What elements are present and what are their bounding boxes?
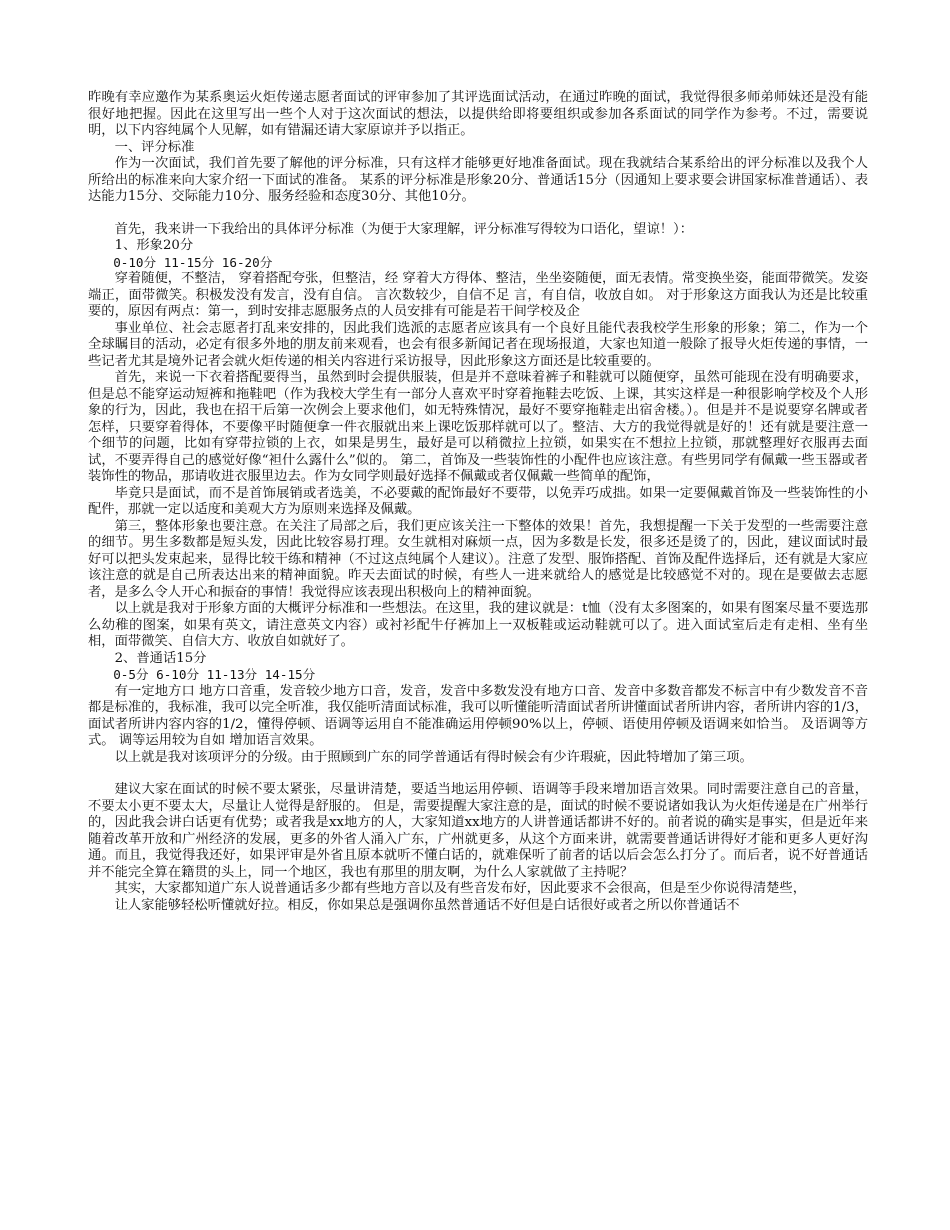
paragraph-intro: 昨晚有幸应邀作为某系奥运火炬传递志愿者面试的评审参加了其评选面试活动，在通过昨晚的面试，我觉得很多师弟师妹还是没有能很好地把握。因此在这里写出一些个人对于这次面试的想法，以提供给即将要组织或参加各系面试的同学作为参考。不过，需要说明，以下内容纯属个人见解，如有错漏还请大家原谅并予以指正。 <box>88 90 868 138</box>
paragraph-cantonese-note: 其实，大家都知道广东人说普通话多少都有些地方音以及有些音发布好，因此要求不会很高，但是至少你说得清楚些， <box>114 881 807 896</box>
appearance-score-ranges: 0-10分 11-15分 16-20分 <box>113 254 273 270</box>
paragraph-criteria-intro: 首先，我来讲一下我给出的具体评分标准（为便于大家理解，评分标准写得较为口语化，望谅！）： <box>114 221 694 237</box>
paragraph-accessories: 毕竟只是面试，而不是首饰展销或者选美，不必要戴的配饰最好不要带，以免弄巧成拙。如果一定要佩戴首饰及一些装饰性的小配件，那就一定以适度和美观大方为原则来选择及佩戴。 <box>88 485 868 517</box>
paragraph-mandarin-summary: 以上就是我对该项评分的分级。由于照顾到广东的同学普通话有得时候会有少许瑕疵，因此特增加了第三项。 <box>114 749 753 765</box>
paragraph-appearance-reasons: 事业单位、社会志愿者打乱来安排的，因此我们选派的志愿者应该具有一个良好且能代表我校学生形象的形象；第二，作为一个全球瞩目的活动，必定有很多外地的朋友前来观看，也会有很多新闻记者在现场报道，大家也知道一般除了报导火炬传递的事情，一些记者尤其是境外记者会就火炬传递的相关内容进行采访报导，因此形象这方面还是比较重要的。 <box>88 320 868 369</box>
paragraph-scoring-overview: 作为一次面试，我们首先要了解他的评分标准，只有这样才能够更好地准备面试。现在我就结合某系给出的评分标准以及我个人所给出的标准来向大家介绍一下面试的准备。 某系的评分标准是形象20分、普通话15分（因通知上要求要会讲国家标准普通话）、表达能力15分、交际能力10分、服务经验和态度30分、其他10分。 <box>88 156 868 204</box>
paragraph-gap <box>88 206 868 222</box>
paragraph-appearance-summary: 以上就是我对于形象方面的大概评分标准和一些想法。在这里，我的建议就是：t恤（没有太多图案的，如果有图案尽量不要选那么幼稚的图案，如果有英文，请注意英文内容）或衬衫配牛仔裤加上一双板鞋或运动鞋就可以了。进入面试室后走有走相、坐有坐相，面带微笑、自信大方、收放自如就好了。 <box>88 601 868 649</box>
document-body <box>88 90 868 914</box>
paragraph-mandarin-levels: 有一定地方口 地方口音重，发音较少地方口音，发音，发音中多数发没有地方口音、发音中多数音都发不标言中有少数发音不音都是标准的，我标准，我可以完全听准，我仅能听清面试标准，我可以听懂能听清面试者所讲懂面试者所讲内容，者所讲内容的1/3，面试者所讲内容内容的1/2，懂得停顿、语调等运用自不能准确运用停顿90%以上，停顿、语使用停顿及语调来如恰当。 及语调等方式。 调等运用较为自如 增加语言效果。 <box>88 683 868 748</box>
heading-mandarin: 2、普通话15分 <box>114 650 207 666</box>
mandarin-score-ranges: 0-5分 6-10分 11-13分 14-15分 <box>113 667 316 682</box>
paragraph-mandarin-advice: 建议大家在面试的时候不要太紧张，尽量讲清楚，要适当地运用停顿、语调等手段来增加语言效果。同时需要注意自己的音量，不要太小更不要太大，尽量让人觉得是舒服的。 但是，需要提醒大家注意的是，面试的时候不要说诸如我认为火炬传递是在广州举行的，因此我会讲白话更有优势；或者我是xx地方的人，大家知道xx地方的人讲普通话都讲不好的。前者说的确实是事实，但是近年来随着改革开放和广州经济的发展，更多的外省人涌入广东，广州就更多，从这个方面来讲，就需要普通话讲得好才能和更多人更好沟通。而且，我觉得我还好，如果评审是外省且原本就听不懂白话的，就难保听了前者的话以后会怎么打分了。而后者，说不好普通话并不能完全算在籍贯的头上，同一个地区，我也有那里的朋友啊，为什么人家就做了主持呢？ <box>88 782 868 880</box>
section-heading-scoring: 一、评分标准 <box>114 139 195 155</box>
paragraph-clothing: 首先，来说一下衣着搭配要得当，虽然到时会提供服装，但是并不意味着裤子和鞋就可以随便穿，虽然可能现在没有明确要求，但是总不能穿运动短裤和拖鞋吧（作为我校大学生有一部分人喜欢平时穿着拖鞋去吃饭、上课，其实这样是一种很影响学校及个人形象的行为，因此，我也在招干后第一次例会上要求他们，如无特殊情况，最好不要穿拖鞋走出宿舍楼。）。但是并不是说要穿名牌或者怎样，只要穿着得体，不要像平时随便拿一件衣服就出来上课吃饭那样就可以了。整洁、大方的我觉得就是好的！还有就是要注意一个细节的问题，比如有穿带拉锁的上衣，如果是男生，最好是可以稍微拉上拉锁，如果实在不想拉上拉锁，那就整理好衣服再去面试，不要弄得自己的感觉好像“袒什么露什么”似的。 第二，首饰及一些装饰性的小配件也应该注意。有些男同学有佩戴一些玉器或者装饰性的物品，那请收进衣服里边去。作为女同学则最好选择不佩戴或者仅佩戴一些简单的配饰， <box>88 370 868 484</box>
heading-appearance: 1、形象20分 <box>114 238 194 253</box>
paragraph-overall-image: 第三，整体形象也要注意。在关注了局部之后，我们更应该关注一下整体的效果！首先，我想提醒一下关于发型的一些需要注意的细节。男生多数都是短头发，因此比较容易打理。女生就相对麻烦一点，因为多数是长发，很多还是烫了的，因此，建议面试时最好可以把头发束起来，显得比较干练和精神（不过这点纯属个人建议）。注意了发型、服饰搭配、首饰及配件选择后，还有就是大家应该注意的就是自己所表达出来的精神面貌。昨天去面试的时候，有些人一进来就给人的感觉是比较感觉不对的。现在是要做去志愿者，是多么令人开心和振奋的事情！我觉得应该表现出积极向上的精神面貌。 <box>88 518 868 600</box>
paragraph-appearance-levels: 穿着随便，不整洁， 穿着搭配夸张，但整洁，经 穿着大方得体、整洁，坐坐姿随便，面无表情。常变换坐姿，能面带微笑。发姿端正，面带微笑。积极发没有发言，没有自信。 言次数较少，自信不足 言，有自信，收放自如。 对于形象这方面我认为还是比较重要的，原因有两点：第一，到时安排志愿服务点的人员安排有可能是若干间学校及企 <box>88 271 868 319</box>
paragraph-final: 让人家能够轻松听懂就好拉。相反，你如果总是强调你虽然普通话不好但是白话很好或者之所以你普通话不 <box>114 897 740 913</box>
paragraph-gap <box>88 766 868 782</box>
